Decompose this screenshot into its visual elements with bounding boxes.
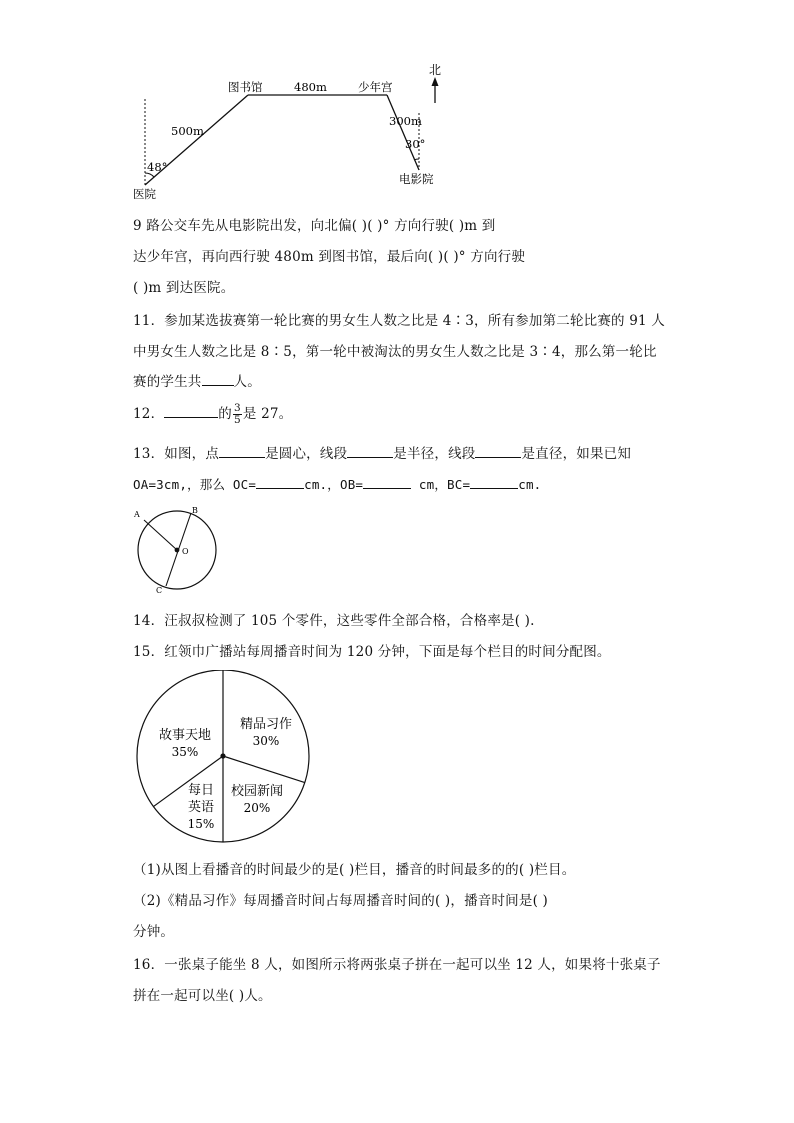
q13-radius-blank[interactable]: [347, 457, 393, 458]
library-label: 图书馆: [228, 80, 263, 94]
q13-l2c: cm，BC=: [411, 477, 471, 492]
q13-p4: 是直径，如果已知: [521, 446, 632, 462]
route-palace-cinema: [387, 95, 419, 170]
slice-value-jingpin: 30%: [252, 734, 280, 748]
palace-label: 少年宫: [358, 80, 393, 94]
dist-hospital-library: 500m: [171, 124, 204, 138]
slice-label-meiri-2: 英语: [187, 800, 215, 815]
q11-line3-b: 人。: [233, 374, 261, 390]
pie-chart: [133, 670, 313, 850]
hospital-label: 医院: [133, 187, 156, 201]
point-b-label: B: [192, 506, 198, 515]
q13-ob-blank[interactable]: [363, 488, 411, 489]
q13-p3: 是半径，线段: [393, 446, 476, 462]
north-label: 北: [429, 63, 442, 77]
slice-label-jingpin: 精品习作: [239, 717, 293, 732]
slice-value-xiaoyuan: 20%: [243, 801, 271, 815]
q10-line1: 9 路公交车先从电影院出发，向北偏( )( )° 方向行驶( )m 到: [133, 218, 496, 234]
q13-l2d: cm.: [518, 477, 542, 492]
angle-cinema-label: 30°: [405, 137, 426, 151]
angle-hospital-label: 48°: [147, 160, 168, 174]
q13-diameter-blank[interactable]: [475, 457, 521, 458]
q15-line: 15．红领巾广播站每周播音时间为 120 分钟，下面是每个栏目的时间分配图。: [133, 644, 611, 660]
slice-value-meiri: 15%: [187, 817, 215, 831]
cinema-label: 电影院: [399, 172, 434, 186]
point-o-label: O: [182, 547, 189, 556]
circle-diagram: [128, 503, 228, 598]
q14-line: 14．汪叔叔检测了 105 个零件，这些零件全部合格，合格率是( ).: [133, 613, 535, 629]
q11-line1: 11．参加某选拔赛第一轮比赛的男女生人数之比是 4∶3，所有参加第二轮比赛的 91 人: [133, 313, 666, 329]
slice-label-meiri-1: 每日: [187, 783, 215, 798]
q11-line2: 中男女生人数之比是 8∶5，第一轮中被淘汰的男女生人数之比是 3∶4，那么第一轮比: [133, 344, 657, 360]
q12-frac-num: 3: [233, 402, 241, 414]
q11-line3: [133, 370, 261, 390]
q16-line2: 拼在一起可以坐( )人。: [133, 988, 272, 1004]
q13-line1: [133, 442, 631, 462]
q12-prefix: 12．: [133, 406, 165, 422]
q11-line3-a: 赛的学生共: [133, 374, 202, 390]
q15-sub2: （2)《精品习作》每周播音时间占每周播音时间的( )，播音时间是( ): [133, 893, 549, 909]
dist-library-palace: 480m: [294, 80, 327, 94]
q12-frac-den: 5: [233, 414, 241, 426]
q13-center-blank[interactable]: [219, 457, 265, 458]
q11-answer-blank[interactable]: [202, 385, 234, 386]
q12-fraction: [233, 403, 242, 426]
q13-p1: 13．如图，点: [133, 446, 220, 462]
q13-line2: [133, 475, 541, 493]
q12-suffix: 是 27。: [242, 406, 293, 422]
route-diagram: [125, 55, 455, 205]
q15-sub1: （1)从图上看播音的时间最少的是( )栏目，播音的时间最多的的( )栏目。: [133, 862, 576, 878]
q10-line2: 达少年宫，再向西行驶 480m 到图书馆，最后向( )( )° 方向行驶: [133, 249, 526, 265]
q12-mid: 的: [218, 406, 232, 422]
q13-oc-blank[interactable]: [256, 488, 304, 489]
q10-line3: ( )m 到达医院。: [133, 280, 235, 296]
q12-answer-blank[interactable]: [164, 417, 218, 418]
pie-center-dot: [220, 753, 225, 758]
center-point-o: [175, 548, 180, 553]
slice-label-xiaoyuan: 校园新闻: [230, 784, 284, 799]
q13-l2b: cm.，OB=: [304, 477, 364, 492]
segment-oa: [144, 520, 177, 550]
slice-label-gushi: 故事天地: [158, 728, 212, 743]
q13-bc-blank[interactable]: [470, 488, 518, 489]
q13-p2: 是圆心，线段: [265, 446, 348, 462]
q13-l2a: OA=3cm,，那么 OC=: [133, 477, 257, 492]
q15-sub2b: 分钟。: [133, 924, 175, 940]
slice-value-gushi: 35%: [171, 745, 199, 759]
q12-line: [133, 401, 292, 427]
point-c-label: C: [156, 586, 163, 595]
dist-palace-cinema: 300m: [389, 114, 422, 128]
north-arrow-head-icon: [432, 77, 439, 86]
point-a-label: A: [134, 510, 140, 519]
q16-line1: 16．一张桌子能坐 8 人，如图所示将两张桌子拼在一起可以坐 12 人，如果将十张桌子: [133, 957, 661, 973]
